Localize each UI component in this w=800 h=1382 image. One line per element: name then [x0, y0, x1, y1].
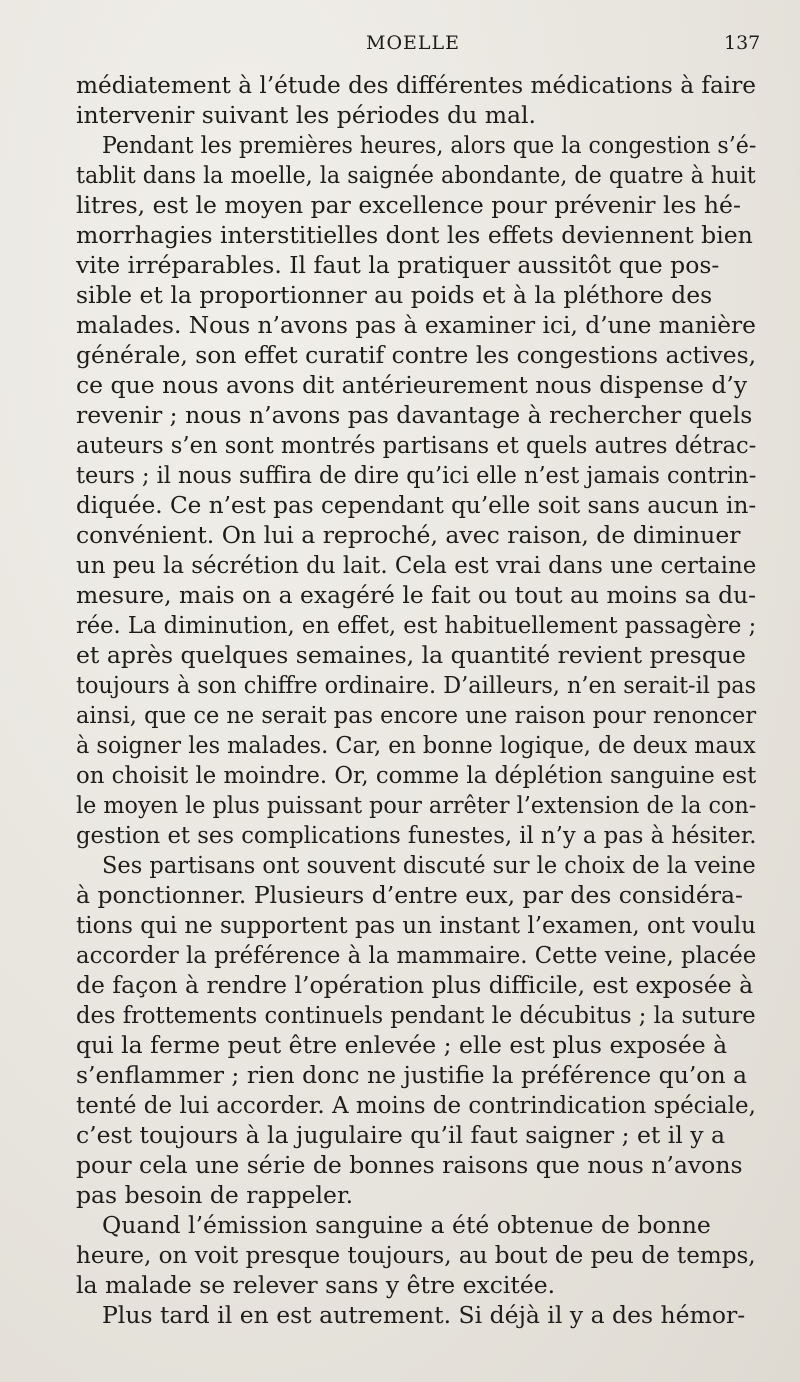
text-line: on choisit le moindre. Or, comme la déplétion sanguine est [76, 761, 757, 789]
text-line: sible et la proportionner au poids et à la pléthore des [76, 281, 713, 309]
text-line: gestion et ses complications funestes, il n’y a pas à hésiter. [76, 821, 757, 849]
text-line: générale, son effet curatif contre les congestions actives, [76, 341, 757, 369]
text-line: des frottements continuels pendant le décubitus ; la suture [76, 1001, 756, 1029]
text-line: Ses partisans ont souvent discuté sur le choix de la veine [102, 851, 756, 879]
text-line: tenté de lui accorder. A moins de contrindication spéciale, [76, 1091, 756, 1119]
text-line: convénient. On lui a reproché, avec raison, de diminuer [76, 521, 741, 549]
text-line: litres, est le moyen par excellence pour prévenir les hé- [76, 191, 741, 219]
text-line: Plus tard il en est autrement. Si déjà il y a des hémor- [102, 1301, 746, 1329]
text-line: mesure, mais on a exagéré le fait ou tout au moins sa du- [76, 581, 757, 609]
text-line: morrhagies interstitielles dont les effets deviennent bien [76, 221, 753, 249]
text-line: Pendant les premières heures, alors que la congestion s’é- [102, 131, 757, 159]
page-number: 137 [724, 32, 761, 54]
text-line: diquée. Ce n’est pas cependant qu’elle soit sans aucun in- [76, 491, 757, 519]
text-line: le moyen le plus puissant pour arrêter l’extension de la con- [76, 791, 757, 819]
text-line: pas besoin de rappeler. [76, 1181, 354, 1209]
text-line: à ponctionner. Plusieurs d’entre eux, par des considéra- [76, 881, 743, 909]
text-line: intervenir suivant les périodes du mal. [76, 101, 537, 129]
text-line: s’enflammer ; rien donc ne justifie la préférence qu’on a [76, 1061, 748, 1089]
text-line: auteurs s’en sont montrés partisans et quels autres détrac- [76, 431, 757, 459]
text-line: vite irréparables. Il faut la pratiquer aussitôt que pos- [76, 251, 720, 279]
text-line: pour cela une série de bonnes raisons que nous n’avons [76, 1151, 743, 1179]
text-line: teurs ; il nous suffira de dire qu’ici elle n’est jamais contrin- [76, 461, 757, 489]
text-line: de façon à rendre l’opération plus difficile, est exposée à [76, 971, 754, 999]
text-line: accorder la préférence à la mammaire. Cette veine, placée [76, 941, 757, 969]
text-line: et après quelques semaines, la quantité revient presque [76, 641, 746, 669]
text-line: médiatement à l’étude des différentes médications à faire [76, 71, 757, 99]
text-line: ainsi, que ce ne serait pas encore une raison pour renoncer [76, 701, 757, 729]
text-line: toujours à son chiffre ordinaire. D’ailleurs, n’en serait-il pas [76, 671, 757, 699]
text-line: heure, on voit presque toujours, au bout de peu de temps, [76, 1241, 756, 1269]
text-line: rée. La diminution, en effet, est habituellement passagère ; [76, 611, 757, 639]
text-line: tions qui ne supportent pas un instant l’examen, ont voulu [76, 911, 756, 939]
text-line: c’est toujours à la jugulaire qu’il faut saigner ; et il y a [76, 1121, 726, 1149]
text-line: tablit dans la moelle, la saignée abondante, de quatre à huit [76, 161, 756, 189]
text-line: malades. Nous n’avons pas à examiner ici, d’une manière [76, 311, 756, 339]
text-line: revenir ; nous n’avons pas davantage à rechercher quels [76, 401, 753, 429]
text-line: à soigner les malades. Car, en bonne logique, de deux maux [76, 731, 756, 759]
running-head: MOELLE [366, 32, 461, 54]
text-line: ce que nous avons dit antérieurement nous dispense d’y [76, 371, 748, 399]
text-line: un peu la sécrétion du lait. Cela est vrai dans une certaine [76, 551, 757, 579]
text-line: Quand l’émission sanguine a été obtenue de bonne [102, 1211, 711, 1239]
text-line: la malade se relever sans y être excitée. [76, 1271, 556, 1299]
text-line: qui la ferme peut être enlevée ; elle est plus exposée à [76, 1031, 728, 1059]
page-header [0, 32, 800, 60]
